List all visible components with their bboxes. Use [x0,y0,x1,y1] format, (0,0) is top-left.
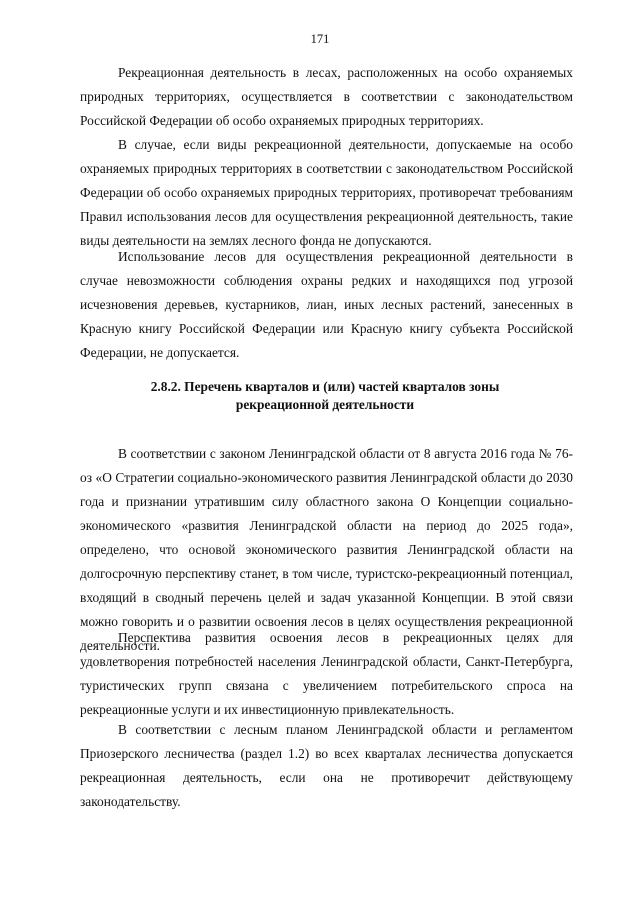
paragraph-development-prospects: Перспектива развития освоения лесов в рекреационных целях для удовлетворения потребностей населения Ленинградской области, Санкт-Петербурга, туристических групп связана с увеличением потребительского спроса на рекреационные услуги и их инвестиционную привлекательность. [80,630,573,717]
section-heading-line-2: рекреационной деятельности [235,397,415,412]
paragraph-regional-law: В соответствии с законом Ленинградской области от 8 августа 2016 года № 76-оз «О Стратегии социально-экономического развития Ленинградской области до 2030 года и признании утратившим силу областного закона О Концепции социально-экономического «развития Ленинградской области на период до 2025 года», определено, что основой экономического развития Ленинградской области на долгосрочную перспективу станет, в том числе, туристско-рекреационный потенциал, входящий в сводный перечень целей и задач указанной Концепции. В этой связи можно говорить и о развитии освоения лесов в целях осуществления рекреационной деятельности. [80,446,573,653]
paragraph-recreation-protected-areas: Рекреационная деятельность в лесах, расположенных на особо охраняемых природных территориях, осуществляется в соответствии с законодательством Российской Федерации об особо охраняемых природных территориях. [80,65,573,128]
paragraph-prohibited-activities: В случае, если виды рекреационной деятельности, допускаемые на особо охраняемых природных территориях в соответствии с законодательством Российской Федерации об особо охраняемых природных территориях, противоречат требованиям Правил использования лесов для осуществления рекреационной деятельность, такие виды деятельности на землях лесного фонда не допускаются. [80,137,573,248]
section-heading [100,378,550,414]
page-number: 171 [310,32,330,46]
section-heading-line-1: 2.8.2. Перечень кварталов и (или) частей кварталов зоны [150,379,500,394]
paragraph-forest-plan: В соответствии с лесным планом Ленинградской области и регламентом Приозерского лесничества (раздел 1.2) во всех кварталах лесничества допускается рекреационная деятельность, если она не противоречит действующему законодательству. [80,722,573,809]
paragraph-red-book-restriction: Использование лесов для осуществления рекреационной деятельности в случае невозможности соблюдения охраны редких и находящихся под угрозой исчезновения деревьев, кустарников, лиан, иных лесных растений, занесенных в Красную книгу Российской Федерации или Красную книгу субъекта Российской Федерации, не допускается. [80,249,573,360]
